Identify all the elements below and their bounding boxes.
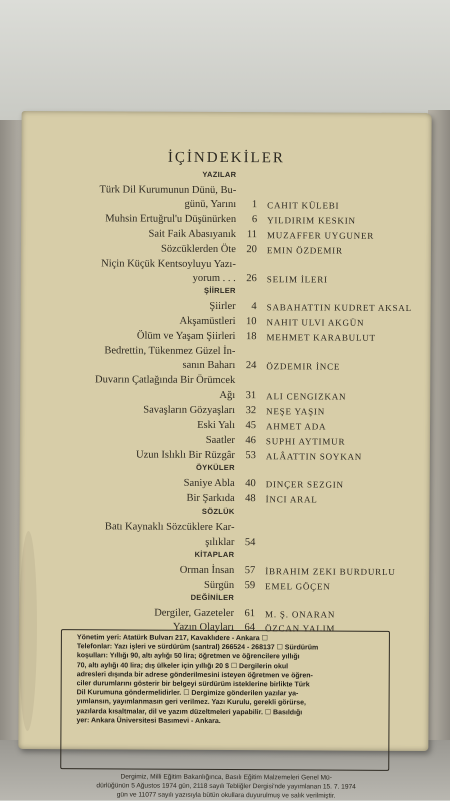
background-right-edge: [428, 110, 450, 760]
entry-author: İNCI ARAL: [265, 494, 318, 505]
publisher-info-line: ciler durumlarını gösterir bir belgeyi sürdürüm isteklerine birlikte Türk: [76, 680, 310, 689]
toc-entry: [20, 373, 430, 389]
entry-title: günü, Yarını: [184, 198, 237, 211]
section-heading-kitaplar: KİTAPLAR: [194, 549, 235, 560]
entry-author: YILDIRIM KESKIN: [267, 215, 356, 226]
entry-title: Dergiler, Gazeteler: [154, 607, 235, 620]
toc-entry: [20, 491, 430, 507]
section-heading-deginiler: DEĞİNİLER: [190, 592, 235, 603]
toc-entry: [21, 227, 431, 243]
entry-title: Sürgün: [204, 579, 235, 592]
entry-author: AHMET ADA: [265, 421, 327, 432]
entry-title: yorum . . .: [192, 272, 236, 285]
toc-entry: [21, 197, 431, 213]
entry-title: Akşamüstleri: [179, 315, 236, 328]
magazine-page: [18, 111, 431, 800]
entry-author: ÖZDEMIR İNCE: [266, 361, 341, 372]
entry-author: İBRAHIM ZEKI BURDURLU: [265, 566, 396, 577]
ministry-note-line: gün ve 11077 sayılı yazısıyla bütün okullara duyurulmuş ve salık verilmiştir.: [116, 791, 336, 800]
entry-author: SUPHI AYTIMUR: [265, 436, 346, 447]
toc-entry: [21, 299, 431, 315]
entry-title: Muhsin Ertuğrul'u Düşünürken: [105, 213, 237, 226]
entry-title: Niçin Küçük Kentsoyluyu Yazı-: [101, 258, 236, 271]
entry-page: 53: [245, 450, 256, 462]
entry-page: 45: [245, 420, 257, 432]
entry-page: 64: [244, 622, 255, 634]
section-heading-siirler: ŞİİRLER: [204, 285, 236, 296]
entry-page: 6: [251, 214, 258, 226]
entry-page: 18: [245, 331, 257, 343]
entry-page: 10: [246, 316, 257, 328]
entry-author: EMEL GÖÇEN: [265, 581, 331, 592]
entry-author: ALI CENGIZKAN: [266, 391, 347, 402]
toc-entry: [21, 212, 431, 228]
entry-title: Yazın Olayları: [172, 621, 234, 634]
entry-title: Uzun Islıklı Bir Rüzgâr: [135, 449, 235, 462]
entry-title: Ölüm ve Yaşam Şiirleri: [136, 330, 236, 343]
entry-page: 11: [246, 229, 258, 241]
toc-entry: [20, 418, 430, 434]
toc-entry: [19, 520, 429, 536]
entry-title: Batı Kaynaklı Sözcüklere Kar-: [104, 521, 235, 534]
toc-entry: [20, 433, 430, 449]
entry-page: 4: [251, 301, 257, 313]
entry-page: 24: [245, 360, 257, 372]
entry-author: M. Ş. ONARAN: [265, 609, 336, 620]
entry-title: Şiirler: [209, 300, 236, 313]
entry-page: 46: [245, 435, 256, 447]
entry-author: SELIM İLERI: [266, 274, 328, 285]
entry-title: Ağı: [219, 389, 236, 402]
publisher-info-line: yazılarda kısaltmalar, dil ve yazım düzeltmeleri yapabilir. ☐ Basıldığı: [76, 707, 303, 717]
entry-author: MUZAFFER UYGUNER: [266, 230, 375, 241]
ministry-note: [46, 772, 406, 801]
entry-page: 54: [244, 537, 256, 549]
entry-title: Eski Yalı: [197, 419, 236, 432]
publisher-info-line: Yönetim yeri: Atatürk Bulvarı 217, Kavaklıdere - Ankara ☐: [76, 634, 268, 643]
entry-title: şılıklar: [205, 536, 235, 549]
entry-author: NAHIT ULVI AKGÜN: [266, 317, 365, 328]
publisher-info-line: 70, altı aylığı 40 lira; dış ülkeler için yıllığı 20 $ ☐ Dergilerin okul: [76, 661, 289, 670]
background-top: [0, 0, 450, 120]
entry-author: CAHIT KÜLEBI: [267, 200, 340, 211]
entry-title: Türk Dil Kurumunun Dünü, Bu-: [99, 184, 237, 197]
section-heading-yazilar: YAZILAR: [202, 169, 237, 180]
toc-entry: [21, 242, 431, 258]
entry-page: 26: [246, 273, 257, 285]
entry-author: DINÇER SEZGIN: [265, 479, 344, 490]
entry-title: Saniye Abla: [183, 477, 235, 490]
publisher-info-line: yımlansın, yayımlanmasın geri verilmez. Yazı Kurulu, gerekli görürse,: [76, 698, 307, 707]
entry-title: Duvarın Çatlağında Bir Örümcek: [94, 374, 236, 387]
toc-entry: [20, 403, 430, 419]
page-title: İÇİNDEKİLER: [167, 149, 285, 167]
entry-author: ALÂATTIN SOYKAN: [265, 451, 363, 462]
toc-entry: [20, 388, 430, 404]
entry-page: 40: [245, 478, 256, 490]
entry-page: 61: [244, 608, 256, 620]
section-heading-sozluk: SÖZLÜK: [201, 506, 235, 517]
publisher-info-text: [76, 633, 376, 727]
publisher-info-line: Telefonlar: Yazı işleri ve sürdürüm (santral) 266524 - 268137 ☐ Sürdürüm: [76, 643, 319, 652]
entry-title: Sait Faik Abasıyanık: [148, 228, 237, 241]
toc-entry: [21, 314, 431, 330]
entry-author: MEHMET KARABULUT: [266, 332, 376, 343]
publisher-info-line: Dil Kurumuna göndermelidirler. ☐ Dergimize gönderilen yazılar ya-: [76, 689, 299, 698]
entry-page: 20: [246, 244, 257, 256]
ministry-note-line: dürlüğünün 5 Ağustos 1974 gün, 2118 sayılı Tebliğler Dergisi'nde yayımlanan 15. 7. 1974: [96, 782, 356, 791]
entry-author: ÖZCAN YALIM: [264, 623, 336, 634]
section-heading-oykuler: ÖYKÜLER: [196, 462, 235, 473]
entry-title: Bedrettin, Tükenmez Güzel İn-: [104, 345, 236, 358]
toc-entry: [20, 476, 430, 492]
entry-page: 32: [245, 405, 257, 417]
entry-author: SABAHATTIN KUDRET AKSAL: [266, 302, 412, 313]
entry-page: 31: [245, 390, 257, 402]
toc-entry: [20, 358, 430, 374]
entry-title: sanın Baharı: [182, 359, 236, 372]
publisher-info-line: koşulları: Yıllığı 90, altı aylığı 50 lira; öğretmen ve öğrencilere yıllığı: [76, 652, 300, 661]
entry-title: Bir Şarkıda: [186, 492, 235, 505]
entry-title: Sözcüklerden Öte: [160, 243, 236, 256]
entry-page: 59: [244, 580, 256, 592]
publisher-info-line: yer: Ankara Üniversitesi Basımevi - Ankara.: [76, 717, 221, 725]
publisher-info-line: adresleri dışında bir adrese gönderilmesini isteyen öğretmen ve öğren-: [76, 671, 313, 680]
entry-title: Savaşların Gözyaşları: [143, 404, 236, 417]
entry-page: 1: [251, 199, 258, 211]
entry-author: NEŞE YAŞIN: [266, 406, 326, 417]
toc-entry: [19, 563, 429, 579]
entry-title: Orman İnsan: [179, 564, 235, 577]
ministry-note-line: Dergimiz, Milli Eğitim Bakanlığınca, Basılı Eğitim Malzemeleri Genel Mü-: [120, 773, 332, 782]
entry-title: Saatler: [205, 434, 235, 447]
entry-author: EMIN ÖZDEMIR: [266, 245, 343, 256]
toc-entry: [20, 329, 430, 345]
entry-page: 48: [245, 493, 256, 505]
entry-page: 57: [244, 565, 256, 577]
